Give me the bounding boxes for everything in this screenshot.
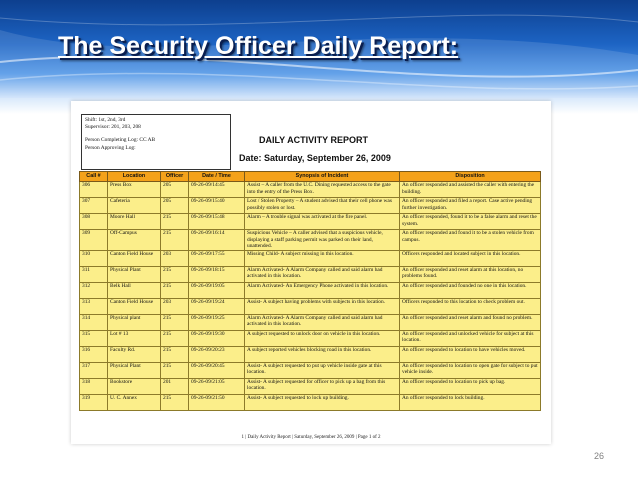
cell-call-number: 314 [80, 314, 108, 330]
cell-date-time: 09-26-09/20:23 [189, 346, 245, 362]
cell-call-number: 319 [80, 394, 108, 410]
cell-disposition: An officer responded to lock building. [400, 394, 541, 410]
cell-date-time: 09-26-09/16:14 [189, 230, 245, 251]
col-call-number: Call # [80, 172, 108, 182]
cell-disposition: An officer responded and unlocked vehicle for subject at this location. [400, 330, 541, 346]
cell-officer: 215 [161, 346, 189, 362]
cell-date-time: 09-26-09/21:50 [189, 394, 245, 410]
cell-location: Canton Field House [108, 250, 161, 266]
cell-synopsis: Assist – A caller from the U.C. Dining requested access to the gate into the entry of the Press Box. [245, 182, 400, 198]
cell-location: Canton Field House [108, 298, 161, 314]
table-body [80, 182, 541, 411]
cell-call-number: 316 [80, 346, 108, 362]
cell-synopsis: Assist- A subject having problems with subjects in this location. [245, 298, 400, 314]
cell-call-number: 311 [80, 266, 108, 282]
cell-synopsis: Suspicious Vehicle – A caller advised that a suspicious vehicle, displaying a staff parking permit was parked on their land, unattended. [245, 230, 400, 251]
cell-date-time: 09-26-09/20:45 [189, 362, 245, 378]
cell-disposition: Officers responded and located subject in this location. [400, 250, 541, 266]
table-row [80, 214, 541, 230]
col-synopsis: Synopsis of Incident [245, 172, 400, 182]
cell-disposition: An officer responded to location to have vehicles moved. [400, 346, 541, 362]
table-row [80, 182, 541, 198]
cell-disposition: Officers responded to this location to check problem out. [400, 298, 541, 314]
cell-synopsis: A subject reported vehicles blocking road in this location. [245, 346, 400, 362]
cell-officer: 215 [161, 394, 189, 410]
table-row [80, 378, 541, 394]
cell-location: U. C. Annex [108, 394, 161, 410]
cell-disposition: An officer responded and founded no one in this location. [400, 282, 541, 298]
cell-date-time: 09-26-09/18:15 [189, 266, 245, 282]
cell-call-number: 308 [80, 214, 108, 230]
cell-officer: 215 [161, 230, 189, 251]
title-banner [0, 0, 638, 98]
table-row [80, 266, 541, 282]
completing-line: Person Completing Log: CC AB [85, 137, 156, 144]
cell-synopsis: Lost / Stolen Property – A student advised that their cell phone was possibly stolen or lost. [245, 198, 400, 214]
cell-disposition: An officer responded and reset alarm at this location, no problems found. [400, 266, 541, 282]
cell-location: Off-Campus [108, 230, 161, 251]
cell-synopsis: Assist- A subject requested for officer to pick up a bag from this location. [245, 378, 400, 394]
table-row [80, 230, 541, 251]
cell-location: Bookstore [108, 378, 161, 394]
report-document-image [71, 101, 551, 444]
slide-title: The Security Officer Daily Report: [58, 32, 459, 60]
cell-officer: 215 [161, 282, 189, 298]
report-footer: 1 | Daily Activity Report | Saturday, September 26, 2009 | Page 1 of 2 [241, 435, 381, 440]
cell-call-number: 318 [80, 378, 108, 394]
cell-call-number: 315 [80, 330, 108, 346]
cell-officer: 215 [161, 314, 189, 330]
supervisor-line: Supervisor: 201, 203, 208 [85, 124, 141, 131]
table-row [80, 362, 541, 378]
cell-synopsis: Assist- A subject requested to lock up building. [245, 394, 400, 410]
cell-date-time: 09-26-09/15:40 [189, 198, 245, 214]
table-row [80, 394, 541, 410]
slide-page-number: 26 [594, 451, 605, 461]
report-date: Date: Saturday, September 26, 2009 [239, 153, 391, 163]
shift-info-box [81, 114, 231, 170]
cell-officer: 215 [161, 330, 189, 346]
col-date-time: Date / Time [189, 172, 245, 182]
cell-call-number: 309 [80, 230, 108, 251]
cell-officer: 205 [161, 182, 189, 198]
cell-location: Lot # 13 [108, 330, 161, 346]
table-row [80, 282, 541, 298]
table-row [80, 198, 541, 214]
cell-location: Press Box [108, 182, 161, 198]
table-row [80, 314, 541, 330]
cell-date-time: 09-26-09/21:05 [189, 378, 245, 394]
cell-disposition: An officer responded to location to open gate for subject to put vehicle inside. [400, 362, 541, 378]
cell-call-number: 313 [80, 298, 108, 314]
table-header-row [80, 172, 541, 182]
table-row [80, 330, 541, 346]
cell-date-time: 09-26-09/15:48 [189, 214, 245, 230]
cell-location: Physical plant [108, 314, 161, 330]
cell-officer: 215 [161, 362, 189, 378]
cell-officer: 215 [161, 214, 189, 230]
cell-call-number: 312 [80, 282, 108, 298]
cell-location: Belk Hall [108, 282, 161, 298]
approving-line: Person Approving Log: [85, 144, 136, 151]
activity-table [79, 171, 541, 411]
col-location: Location [108, 172, 161, 182]
cell-call-number: 310 [80, 250, 108, 266]
cell-location: Moore Hall [108, 214, 161, 230]
shift-line: Shift: 1st, 2nd, 3rd [85, 117, 126, 123]
cell-call-number: 307 [80, 198, 108, 214]
cell-synopsis: Missing Child- A subject missing in this location. [245, 250, 400, 266]
cell-synopsis: Alarm Activated- A Alarm Company called and said alarm had activated in this location. [245, 266, 400, 282]
cell-disposition: An officer responded to location to pick up bag. [400, 378, 541, 394]
table-row [80, 346, 541, 362]
cell-officer: 205 [161, 198, 189, 214]
cell-officer: 203 [161, 250, 189, 266]
col-disposition: Disposition [400, 172, 541, 182]
col-officer: Officer [161, 172, 189, 182]
cell-date-time: 09-26-09/19:05 [189, 282, 245, 298]
table-row [80, 298, 541, 314]
cell-synopsis: Assist- A subject requested to put up vehicle inside gate at this location. [245, 362, 400, 378]
cell-date-time: 09-26-09/19:25 [189, 314, 245, 330]
cell-synopsis: Alarm – A trouble signal was activated at the fire panel. [245, 214, 400, 230]
cell-location: Physical Plant [108, 362, 161, 378]
cell-synopsis: Alarm Activated- A Alarm Company called and said alarm had activated in this location. [245, 314, 400, 330]
cell-location: Cafeteria [108, 198, 161, 214]
cell-disposition: An officer responded and assisted the caller with entering the building. [400, 182, 541, 198]
cell-disposition: An officer responded and filed a report. Case active pending further investigation. [400, 198, 541, 214]
cell-officer: 215 [161, 266, 189, 282]
cell-disposition: An officer responded and found it to be a stolen vehicle from campus. [400, 230, 541, 251]
cell-synopsis: A subject requested to unlock door on vehicle in this location. [245, 330, 400, 346]
cell-disposition: An officer responded, found it to be a false alarm and reset the system. [400, 214, 541, 230]
cell-date-time: 09-26-09/19:24 [189, 298, 245, 314]
cell-date-time: 09-26-09/17:55 [189, 250, 245, 266]
cell-synopsis: Alarm Activated- An Emergency Phone activated in this location. [245, 282, 400, 298]
cell-location: Faculty Rd. [108, 346, 161, 362]
table-row [80, 250, 541, 266]
cell-call-number: 306 [80, 182, 108, 198]
cell-date-time: 09-26-09/19:30 [189, 330, 245, 346]
cell-officer: 203 [161, 298, 189, 314]
cell-disposition: An officer responded and reset alarm and found no problem. [400, 314, 541, 330]
report-title: DAILY ACTIVITY REPORT [259, 135, 369, 145]
cell-call-number: 317 [80, 362, 108, 378]
cell-date-time: 09-26-09/14:45 [189, 182, 245, 198]
cell-officer: 201 [161, 378, 189, 394]
cell-location: Physical Plant [108, 266, 161, 282]
